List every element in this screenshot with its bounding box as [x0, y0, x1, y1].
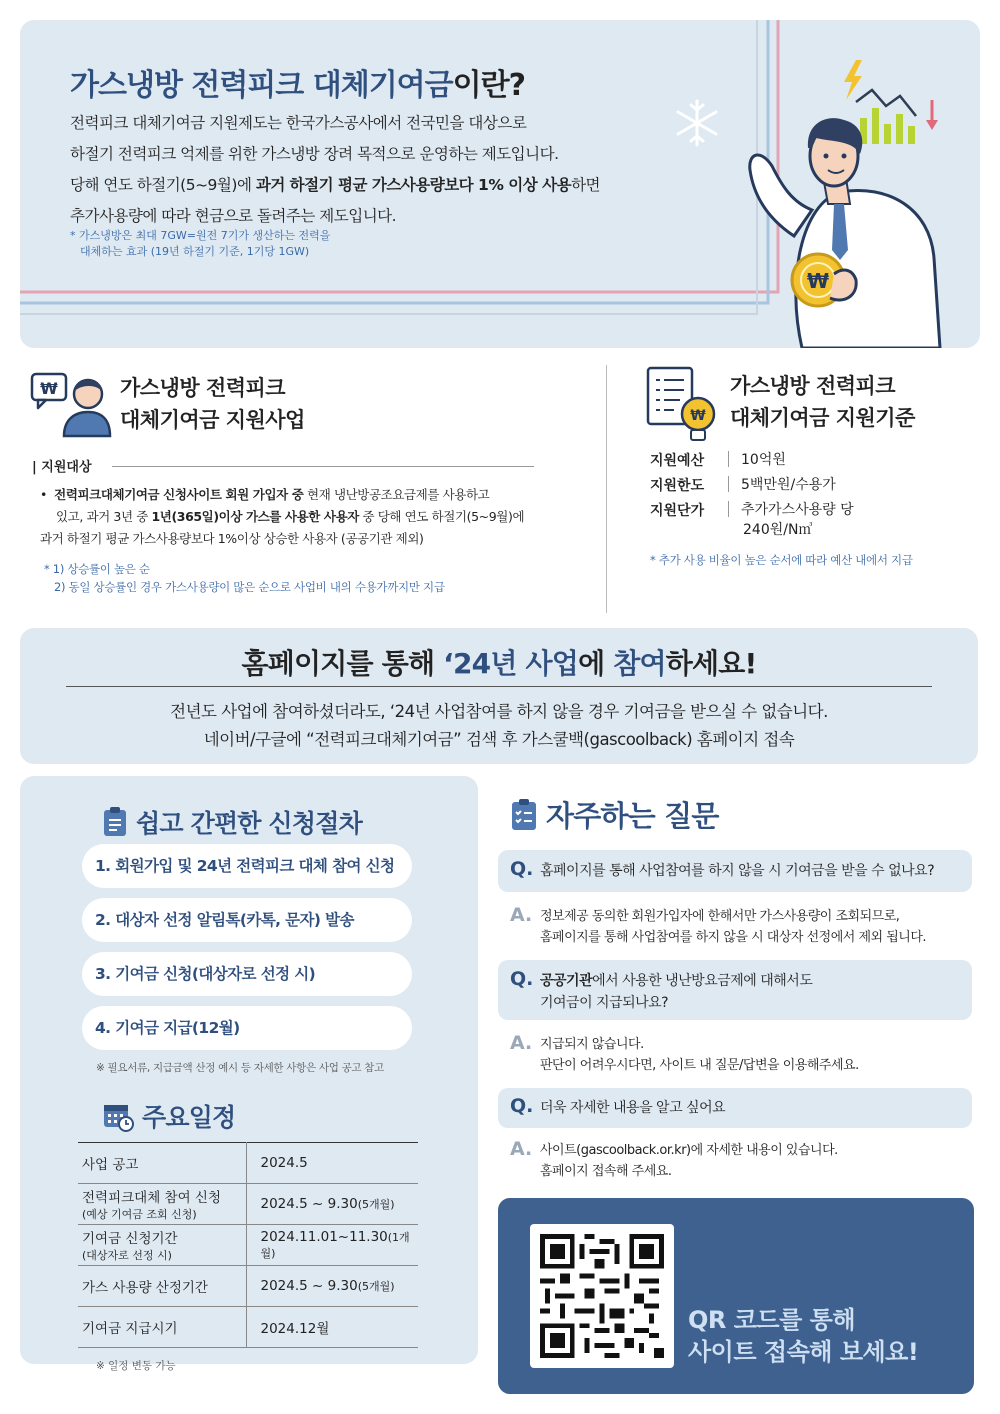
table-row: 사업 공고 2024.5: [78, 1143, 418, 1184]
faq-answer: A. 지급되지 않습니다. 판단이 어려우시다면, 사이트 내 질문/답변을 이용해주세요.: [510, 1032, 859, 1073]
hero-title: 가스냉방 전력피크 대체기여금이란?: [70, 68, 526, 103]
qr-panel: [498, 1198, 974, 1394]
faq-answer: A. 정보제공 동의한 회원가입자에 한해서만 가스사용량이 조회되므로, 홈페이지를 통해 사업참여를 하지 않을 시 대상자 선정에서 제외 됩니다.: [510, 904, 927, 945]
qr-caption: QR 코드를 통해 사이트 접속해 보세요!: [688, 1306, 919, 1366]
hero-footnote: * 가스냉방은 최대 7GW=원전 7기가 생산하는 전력을 대체하는 효과 (19년 하절기 기준, 1기당 1GW): [70, 229, 331, 258]
section-divider: [606, 365, 607, 613]
criteria-note: * 추가 사용 비율이 높은 순서에 따라 예산 내에서 지급: [650, 553, 913, 567]
procedure-note: ※ 필요서류, 지급금액 산정 예시 등 자세한 사항은 사업 공고 참고: [96, 1062, 384, 1074]
document-bulb-icon: [644, 364, 720, 448]
table-row: 기여금 신청기간 (대상자로 선정 시) 2024.11.01~11.30(1개월): [78, 1225, 418, 1266]
snowflake-icon: [672, 98, 722, 148]
schedule-note: ※ 일정 변동 가능: [96, 1360, 176, 1372]
procedure-step: 4. 기여금 지급(12월): [82, 1006, 412, 1050]
coin-symbol: ₩: [806, 269, 830, 293]
checklist-icon: [510, 798, 538, 832]
faq-title: 자주하는 질문: [510, 794, 719, 835]
support-program-title: 가스냉방 전력피크 대체기여금 지원사업: [120, 376, 305, 432]
hero-panel: [20, 20, 980, 348]
procedure-step: 3. 기여금 신청(대상자로 선정 시): [82, 952, 412, 996]
criteria-row: 지원단가 추가가스사용량 당 240원/N㎥: [650, 502, 854, 538]
qr-code-graphic: [540, 1234, 664, 1358]
businessman-illustration: [720, 108, 960, 348]
schedule-title: 주요일정: [102, 1098, 235, 1134]
support-program-section: [20, 360, 600, 610]
faq-question: Q. 공공기관에서 사용한 냉난방요금제에 대해서도 기여금이 지급되나요?: [498, 960, 972, 1020]
support-target-note: * 1) 상승률이 높은 순 2) 동일 상승률인 경우 가스사용량이 많은 순으로 사업비 내의 수용가까지만 지급: [44, 562, 445, 594]
participation-banner: [20, 628, 978, 764]
qr-code[interactable]: [530, 1224, 674, 1368]
clipboard-icon: [102, 806, 128, 838]
divider: [112, 466, 534, 467]
faq-question: Q. 더욱 자세한 내용을 알고 싶어요: [498, 1088, 972, 1128]
support-target-label: | 지원대상: [32, 460, 92, 475]
criteria-row: 지원한도 5백만원/수용가: [650, 477, 836, 494]
procedure-panel: [20, 776, 478, 1372]
svg-text:₩: ₩: [40, 379, 58, 398]
table-row: 전력피크대체 참여 신청 (예상 기여금 조회 신청) 2024.5 ~ 9.30(5개월): [78, 1184, 418, 1225]
table-row: 가스 사용량 산정기간 2024.5 ~ 9.30(5개월): [78, 1266, 418, 1307]
table-row: 기여금 지급시기 2024.12월: [78, 1307, 418, 1348]
faq-answer: A. 사이트(gascoolback.or.kr)에 자세한 내용이 있습니다. 홈페이지 접속해 주세요.: [510, 1138, 838, 1179]
criteria-row: 지원예산 10억원: [650, 452, 786, 469]
schedule-table: [78, 1142, 418, 1348]
banner-title: 홈페이지를 통해 ‘24년 사업에 참여하세요!: [241, 647, 757, 680]
procedure-step: 1. 회원가입 및 24년 전력피크 대체 참여 신청: [82, 844, 412, 888]
hero-description: 전력피크 대체기여금 지원제도는 한국가스공사에서 전국민을 대상으로 하절기 전력피크 억제를 위한 가스냉방 장려 목적으로 운영하는 제도입니다. 당해 연도 하절기(5~9월)에 과거 하절기 평균 가스사용량보다 1% 이상 사용하면 추가사용량에 따라 현금으로 돌려주는 제도입니다.: [70, 114, 601, 225]
support-criteria-section: [620, 360, 980, 610]
faq-section: [498, 776, 978, 1196]
support-criteria-title: 가스냉방 전력피크 대체기여금 지원기준: [730, 374, 915, 430]
banner-description: 전년도 사업에 참여하셨더라도, ‘24년 사업참여를 하지 않을 경우 기여금을 받으실 수 없습니다. 네이버/구글에 “전력피크대체기여금” 검색 후 가스쿨백(gascoolback) 홈페이지 접속: [170, 702, 828, 749]
calendar-clock-icon: [102, 1100, 134, 1132]
support-target-text: • 전력피크대체기여금 신청사이트 회원 가입자 중 현재 냉난방공조요금제를 사용하고 있고, 과거 3년 중 1년(365일)이상 가스를 사용한 사용자 중 당해 연도 하절기(5~9월)에 과거 하절기 평균 가스사용량보다 1%이상 상승한 사용자 (공공기관 제외): [40, 487, 525, 546]
procedure-title: 쉽고 간편한 신청절차: [102, 804, 362, 840]
consultant-icon: [28, 366, 120, 438]
procedure-step: 2. 대상자 선정 알림톡(카톡, 문자) 발송: [82, 898, 412, 942]
svg-text:₩: ₩: [690, 408, 706, 424]
faq-question: Q. 홈페이지를 통해 사업참여를 하지 않을 시 기여금을 받을 수 없나요?: [498, 850, 972, 892]
divider: [66, 686, 932, 687]
